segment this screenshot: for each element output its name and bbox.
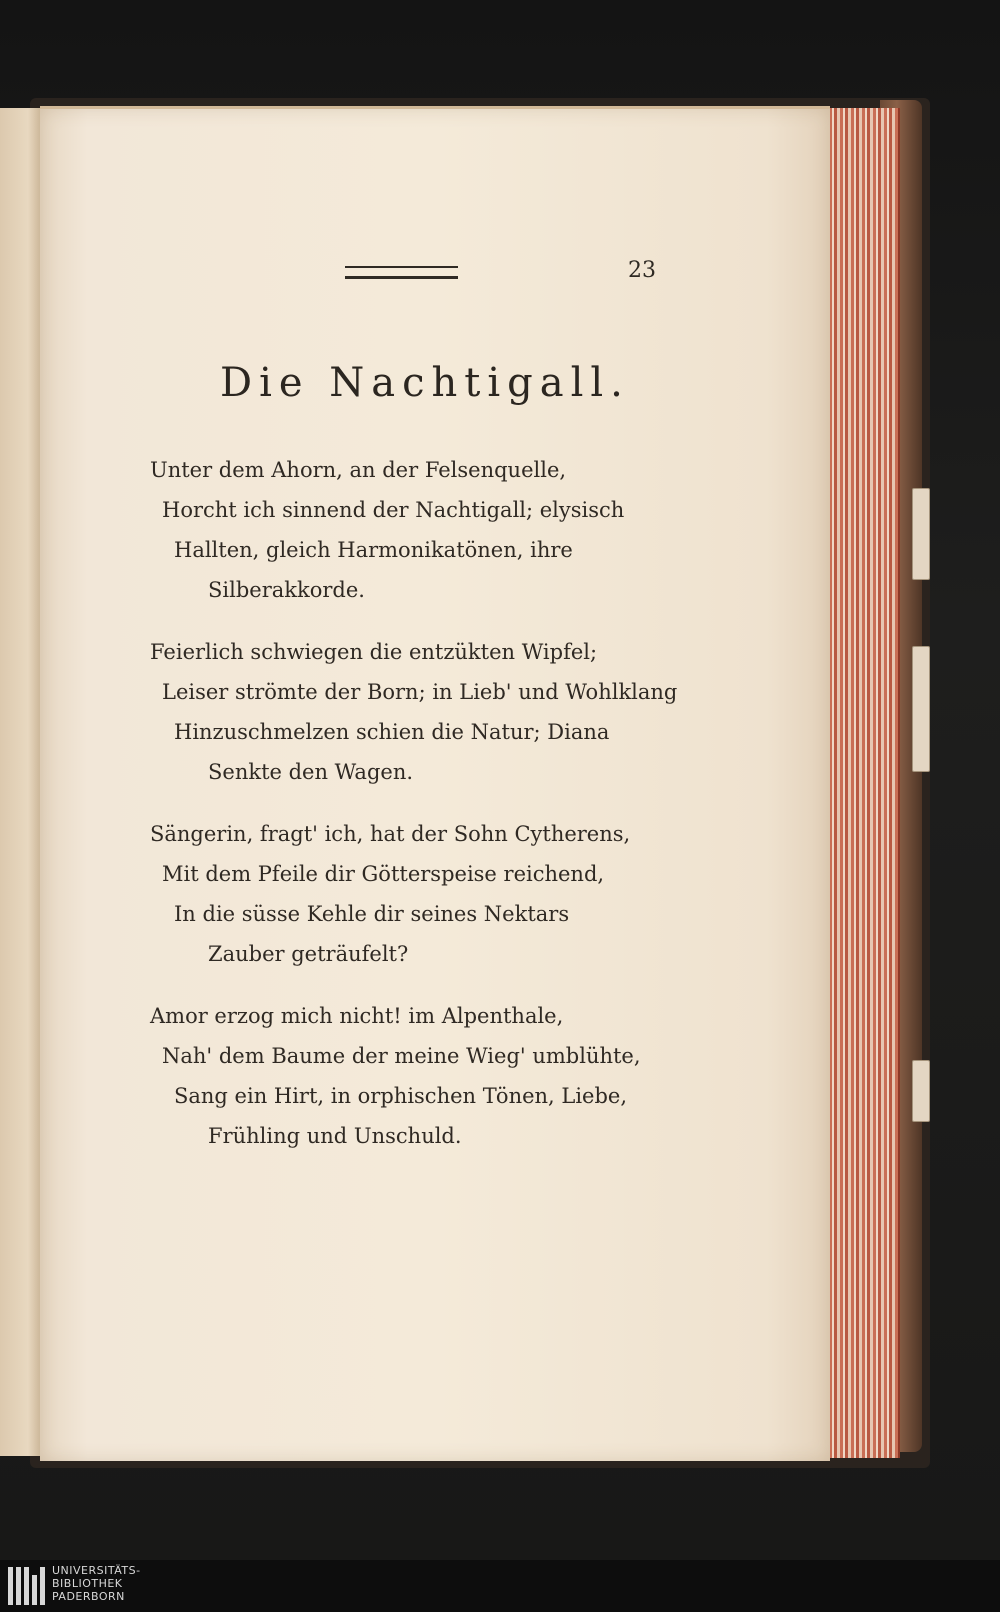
poem-line: Leiser strömte der Born; in Lieb' und Wohlklang xyxy=(162,680,678,704)
poem-line: In die süsse Kehle dir seines Nektars xyxy=(174,902,570,926)
library-name[interactable] xyxy=(52,1564,141,1603)
page-number: 23 xyxy=(628,258,656,283)
stanza xyxy=(150,450,670,610)
poem-line: Silberakkorde. xyxy=(208,578,365,602)
library-name-line: BIBLIOTHEK xyxy=(52,1577,123,1590)
stanza xyxy=(150,632,678,792)
page-tab xyxy=(912,488,930,580)
poem-line: Hinzuschmelzen schien die Natur; Diana xyxy=(174,720,610,744)
verso-page-edge xyxy=(0,108,42,1456)
poem-line: Nah' dem Baume der meine Wieg' umblühte, xyxy=(162,1044,641,1068)
poem-line: Senkte den Wagen. xyxy=(208,760,414,784)
poem-body xyxy=(150,450,678,1178)
poem-line: Mit dem Pfeile dir Götterspeise reichend, xyxy=(162,862,605,886)
page-tab xyxy=(912,646,930,772)
poem-line: Hallten, gleich Harmonikatönen, ihre xyxy=(174,538,573,562)
poem-line: Sang ein Hirt, in orphischen Tönen, Liebe, xyxy=(174,1084,628,1108)
poem-line: Unter dem Ahorn, an der Felsenquelle, xyxy=(150,458,567,482)
library-name-line: PADERBORN xyxy=(52,1590,125,1603)
page-fore-edge xyxy=(826,108,900,1458)
poem-title: Die Nachtigall. xyxy=(220,360,630,406)
header-rule xyxy=(345,266,458,279)
poem-line: Horcht ich sinnend der Nachtigall; elysisch xyxy=(162,498,625,522)
library-logo-icon xyxy=(6,1563,46,1609)
viewer-footer xyxy=(0,1560,1000,1612)
stanza xyxy=(150,996,670,1156)
stanza xyxy=(150,814,670,974)
poem-line: Frühling und Unschuld. xyxy=(208,1124,462,1148)
poem-line: Amor erzog mich nicht! im Alpenthale, xyxy=(150,1004,564,1028)
poem-line: Sängerin, fragt' ich, hat der Sohn Cytherens, xyxy=(150,822,631,846)
library-name-line: UNIVERSITÄTS- xyxy=(52,1564,141,1577)
poem-line: Feierlich schwiegen die entzükten Wipfel; xyxy=(150,640,598,664)
poem-line: Zauber geträufelt? xyxy=(208,942,409,966)
page-tab xyxy=(912,1060,930,1122)
